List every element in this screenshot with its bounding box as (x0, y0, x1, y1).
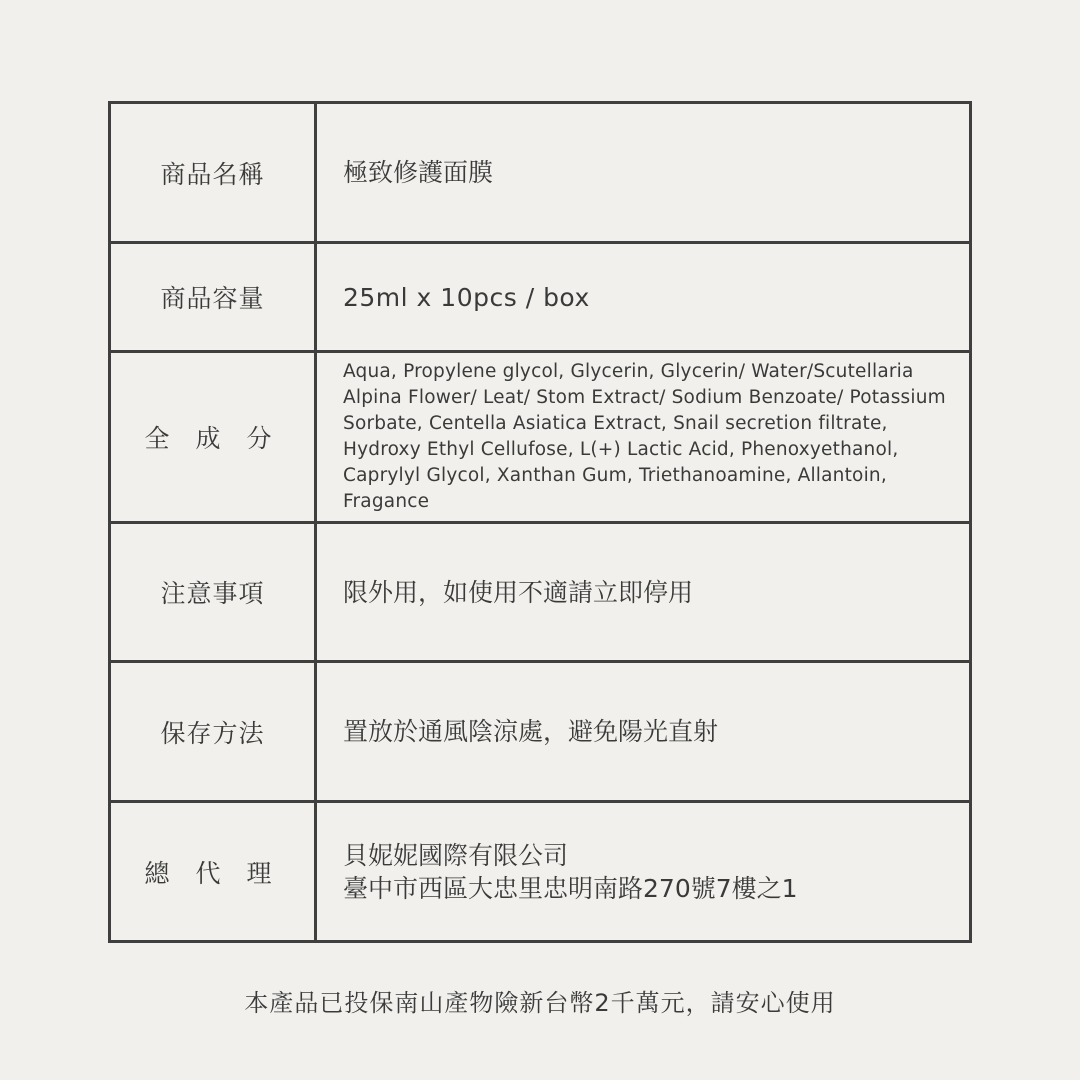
row-precautions (110, 523, 971, 662)
value-precautions: 限外用，如使用不適請立即停用 (316, 523, 971, 662)
label-product-name: 商品名稱 (110, 103, 316, 243)
value-product-name: 極致修護面膜 (316, 103, 971, 243)
row-storage (110, 662, 971, 802)
distributor-address: 臺中市西區大忠里忠明南路270號7樓之1 (343, 873, 798, 903)
label-ingredients: 全 成 分 (110, 352, 316, 523)
label-precautions: 注意事項 (110, 523, 316, 662)
row-capacity (110, 243, 971, 352)
value-distributor (316, 802, 971, 942)
value-ingredients: Aqua, Propylene glycol, Glycerin, Glycerin/ Water/Scutellaria Alpina Flower/ Leat/ Stom Extract/ Sodium Benzoate/ Potassium Sorbate, Centella Asiatica Extract, Snail secretion filtrate, Hydroxy Ethyl Cellufose, L(+) Lactic Acid, Phenoxyethanol, Caprylyl Glycol, Xanthan Gum, Triethanoamine, Allantoin, Fragance (316, 352, 971, 523)
label-distributor: 總 代 理 (110, 802, 316, 942)
label-capacity: 商品容量 (110, 243, 316, 352)
distributor-company: 貝妮妮國際有限公司 (343, 840, 569, 870)
row-product-name (110, 103, 971, 243)
product-spec-table (108, 101, 972, 943)
value-storage: 置放於通風陰涼處，避免陽光直射 (316, 662, 971, 802)
insurance-note: 本產品已投保南山產物險新台幣2千萬元，請安心使用 (244, 989, 836, 1017)
row-ingredients (110, 352, 971, 523)
row-distributor (110, 802, 971, 942)
label-storage: 保存方法 (110, 662, 316, 802)
value-capacity: 25ml x 10pcs / box (316, 243, 971, 352)
